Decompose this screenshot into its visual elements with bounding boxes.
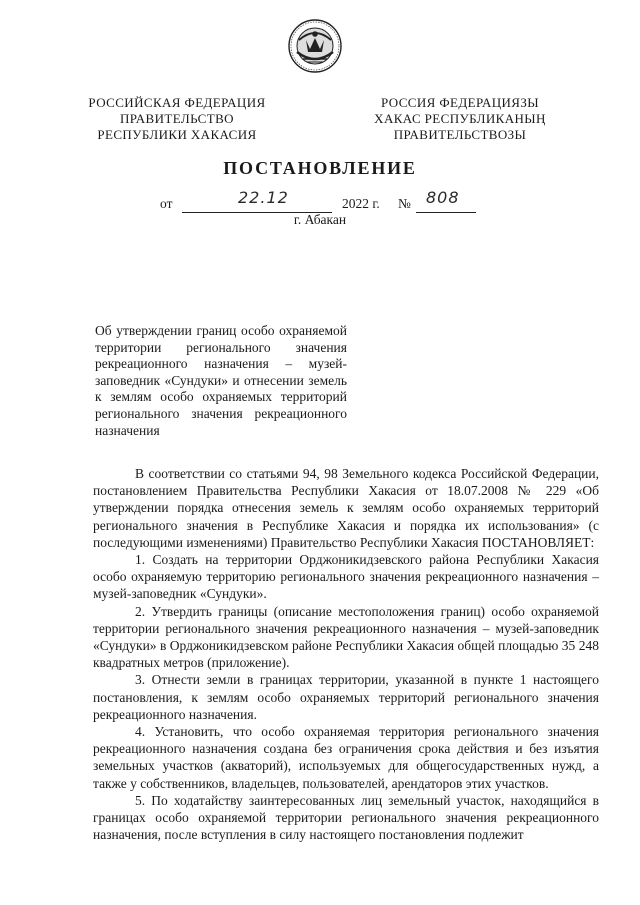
header-left-line: ПРАВИТЕЛЬСТВО [120,111,234,126]
header-right-line: ПРАВИТЕЛЬСТВОЗЫ [393,127,527,142]
body-paragraph-preamble: В соответствии со статьями 94, 98 Земельного кодекса Российской Федерации, постановлением Правительства Республики Хакасия от 18.07.2008 № 229 «Об утверждении порядка отнесения земель к землям особо охраняемых территорий регионального значения в Республике Хакасия и порядка их использования» (с последующими изменениями) Правительство Республики Хакасия ПОСТАНОВЛЯЕТ: [93,466,599,550]
body-paragraph-item-1: 1. Создать на территории Орджоникидзевского района Республики Хакасия особо охраняемую территорию регионального значения рекреационного назначения – музей-заповедник «Сундуки». [93,552,599,602]
header-left-line: РЕСПУБЛИКИ ХАКАСИЯ [97,127,257,142]
resolution-subject: Об утверждении границ особо охраняемой территории регионального значения рекреационного назначения – музей-заповедник «Сундуки» и отнесении земель к землям особо охраняемых территорий регионального значения рекреационного назначения [95,323,347,438]
header-left-line: РОССИЙСКАЯ ФЕДЕРАЦИЯ [88,95,266,110]
body-paragraph-item-4: 4. Установить, что особо охраняемая территория регионального значения рекреационного назначения создана без ограничения срока действия и без изъятия земельных участков (акваторий), используемых для общегосударственных нужд, а также у собственников, владельцев, пользователей, арендаторов этих участков. [93,724,599,791]
header-right-line: ХАКАС РЕСПУБЛИКАНЫҢ [374,111,546,126]
city-label: г. Абакан [293,212,347,227]
header-left [82,95,272,143]
from-label: от [160,196,173,211]
handwritten-number: 808 [426,188,460,207]
coat-of-arms-emblem [287,18,343,74]
header-right-line: РОССИЯ ФЕДЕРАЦИЯЗЫ [380,95,540,110]
document-title: ПОСТАНОВЛЕНИЕ [223,158,417,178]
header-right [365,95,555,143]
number-label: № [398,196,411,211]
body-paragraph-item-3: 3. Отнести земли в границах территории, указанной в пункте 1 настоящего постановления, к землям особо охраняемых территорий регионального значения рекреационного назначения. [93,672,599,722]
handwritten-date: 22.12 [238,188,289,207]
year-label: 2022 г. [342,196,380,211]
body-paragraph-item-2: 2. Утвердить границы (описание местоположения границ) особо охраняемой территории регионального значения рекреационного назначения – музей-заповедник «Сундуки» в Орджоникидзевском районе Республики Хакасия общей площадью 35 248 квадратных метров (приложение). [93,603,599,671]
body-paragraph-item-5: 5. По ходатайству заинтересованных лиц земельный участок, находящийся в границах особо охраняемой территории регионального значения рекреационного назначения, после вступления в силу настоящего постановления подлежит [93,792,599,843]
resolution-body [93,465,599,843]
